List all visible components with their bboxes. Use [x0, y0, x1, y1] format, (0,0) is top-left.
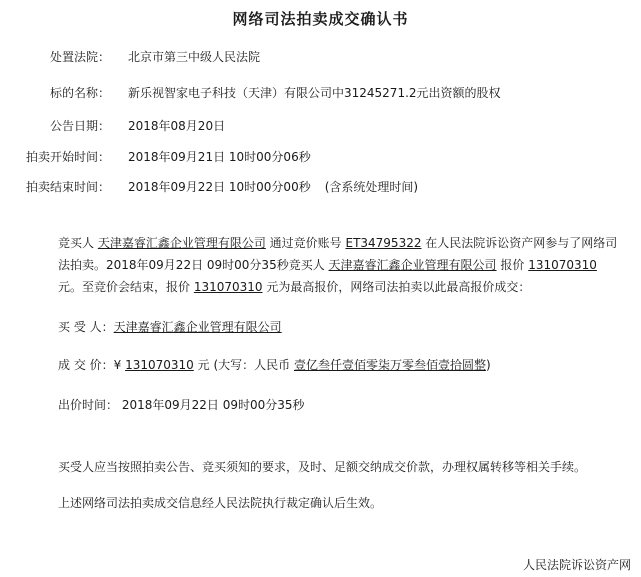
field-row-announce-date: [0, 117, 641, 135]
field-row-court: [0, 48, 641, 66]
price-currency: ¥: [113, 358, 126, 372]
notice-effective: 上述网络司法拍卖成交信息经人民法院执行裁定确认后生效。: [58, 496, 383, 510]
price-amount-words: 壹亿叁仟壹佰零柒万零叁佰壹拾圆整: [293, 358, 486, 372]
end-time-text: 2018年09月22日 10时00分00秒: [128, 180, 311, 194]
field-value-announce-date: 2018年08月20日: [128, 119, 226, 133]
document-title: 网络司法拍卖成交确认书: [232, 10, 409, 28]
para-text-5: 元。至竞价会结束，报价: [58, 280, 194, 294]
buyer-label: 买 受 人：: [58, 320, 114, 334]
para-text-3: 在人民法院诉讼资产网参与了网络司法拍卖。2018年09月22日 09时00分35秒竞买人: [58, 236, 618, 272]
price-close: ): [485, 358, 491, 372]
price-amount: 131070310: [125, 358, 194, 372]
price-label: 成 交 价：: [58, 358, 114, 372]
buyer-link-1[interactable]: 天津嘉睿汇鑫企业管理有限公司: [97, 236, 266, 250]
field-value-start-time: 2018年09月21日 10时00分06秒: [128, 150, 311, 164]
para-text-2: 通过竞价账号: [265, 236, 346, 250]
footer-issuer: 人民法院诉讼资产网: [522, 558, 631, 572]
field-row-end-time: [0, 178, 641, 196]
auction-result-paragraph: [58, 232, 618, 298]
field-row-subject: [0, 84, 641, 102]
field-label-announce-date: 公告日期：: [49, 119, 110, 133]
para-text-4: 报价: [496, 258, 529, 272]
para-text-6: 元为最高报价，网络司法拍卖以此最高报价成交：: [262, 280, 531, 294]
field-row-start-time: [0, 148, 641, 166]
bid-price-1: 131070310: [528, 258, 597, 272]
bid-price-2: 131070310: [193, 280, 263, 294]
bid-account: ET34795322: [345, 236, 422, 250]
notice-payment: 买受人应当按照拍卖公告、竞买须知的要求，及时、足额交纳成交价款，办理权属转移等相关手续。: [58, 460, 587, 474]
buyer-link-2[interactable]: 天津嘉睿汇鑫企业管理有限公司: [328, 258, 497, 272]
field-value-subject: 新乐视智家电子科技（天津）有限公司中31245271.2元出资额的股权: [128, 86, 501, 100]
buyer-name[interactable]: 天津嘉睿汇鑫企业管理有限公司: [113, 320, 282, 334]
field-label-end-time: 拍卖结束时间：: [25, 180, 110, 194]
field-label-start-time: 拍卖开始时间：: [25, 150, 110, 164]
field-label-court: 处置法院：: [49, 50, 110, 64]
field-value-end-time: [128, 178, 418, 196]
end-time-note: (含系统处理时间): [324, 180, 419, 194]
bid-time-line: 出价时间： 2018年09月22日 09时00分35秒: [58, 398, 305, 412]
para-text-1: 竞买人: [58, 236, 98, 250]
buyer-line: [58, 318, 282, 336]
field-label-subject: 标的名称：: [49, 86, 110, 100]
field-value-court: 北京市第三中级人民法院: [128, 50, 261, 64]
price-line: [58, 356, 491, 374]
price-unit: 元 (大写：人民币: [193, 358, 294, 372]
